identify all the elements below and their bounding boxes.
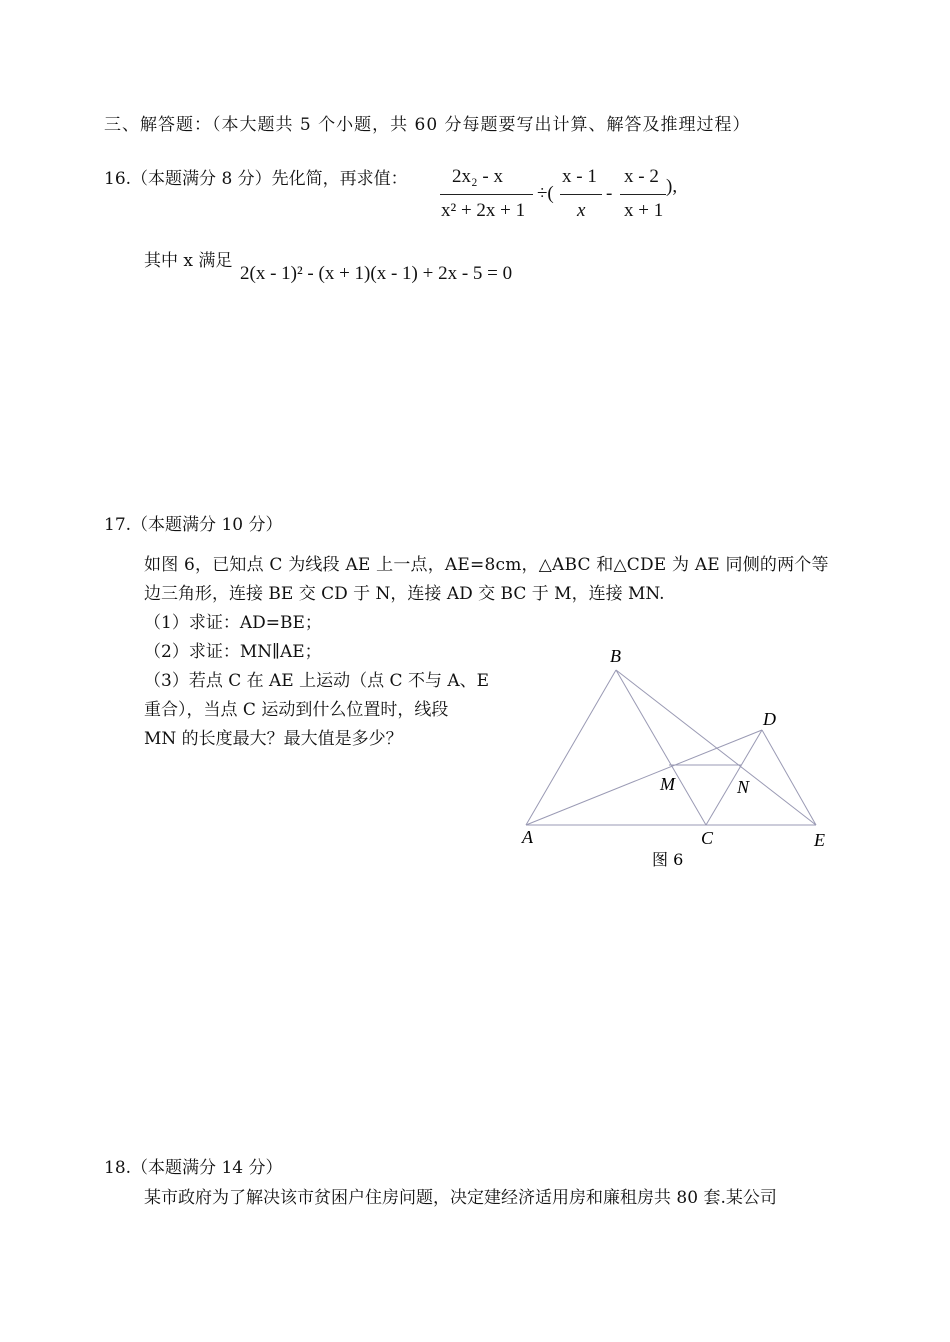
point-label-B: B bbox=[610, 646, 621, 666]
q17-line1: 如图 6，已知点 C 为线段 AE 上一点，AE=8cm，△ABC 和△CDE 为 AE 同侧的两个等 bbox=[144, 555, 829, 575]
q16-divide-sign: ÷( bbox=[537, 183, 554, 204]
q16-frac3-numerator: x - 2 bbox=[624, 166, 659, 187]
q16-frac2-denominator: x bbox=[577, 200, 586, 221]
section-heading: 三、解答题：（本大题共 5 个小题，共 60 分每题要写出计算、解答及推理过程） bbox=[104, 115, 751, 135]
point-label-N: N bbox=[737, 777, 750, 797]
q16-minus-sign: - bbox=[606, 183, 613, 204]
q16-condition-label: 其中 x 满足 bbox=[144, 251, 233, 271]
q17-line2: 边三角形，连接 BE 交 CD 于 N，连接 AD 交 BC 于 M，连接 MN. bbox=[144, 584, 665, 604]
q18-line1: 某市政府为了解决该市贫困户住房问题，决定建经济适用房和廉租房共 80 套.某公司 bbox=[144, 1188, 777, 1208]
point-label-M: M bbox=[660, 774, 675, 794]
q17-label: 17.（本题满分 10 分） bbox=[104, 515, 283, 535]
q16-frac1-bar bbox=[440, 194, 533, 195]
q17-part3-line2: 重合），当点 C 运动到什么位置时，线段 bbox=[144, 700, 449, 720]
figure-caption: 图 6 bbox=[652, 850, 684, 869]
q16-frac2-bar bbox=[560, 194, 602, 195]
segment-BC bbox=[616, 670, 706, 825]
q16-frac2-numerator: x - 1 bbox=[562, 166, 597, 187]
point-label-A: A bbox=[522, 827, 533, 847]
q16-frac1-denominator: x² + 2x + 1 bbox=[441, 200, 526, 221]
segment-DE bbox=[762, 730, 816, 825]
point-label-C: C bbox=[701, 828, 714, 848]
q17-figure-6 bbox=[510, 640, 850, 880]
point-label-D: D bbox=[763, 709, 776, 729]
q16-condition-equation: 2(x - 1)² - (x + 1)(x - 1) + 2x - 5 = 0 bbox=[240, 263, 513, 284]
q17-part3-line3: MN 的长度最大？最大值是多少？ bbox=[144, 729, 403, 749]
q16-label: 16.（本题满分 8 分）先化简，再求值： bbox=[104, 169, 408, 189]
segment-AD bbox=[526, 730, 762, 825]
q17-part3-line1: （3）若点 C 在 AE 上运动（点 C 不与 A、E bbox=[144, 671, 490, 691]
q16-frac1-numerator: 2x₂ - x bbox=[452, 166, 503, 187]
q16-frac3-bar bbox=[620, 194, 666, 195]
q17-part1: （1）求证：AD=BE； bbox=[144, 613, 322, 633]
point-label-E: E bbox=[814, 830, 825, 850]
segment-CD bbox=[706, 730, 762, 825]
q17-part2: （2）求证：MN∥AE； bbox=[144, 642, 322, 662]
q18-label: 18.（本题满分 14 分） bbox=[104, 1158, 283, 1178]
q16-frac3-denominator: x + 1 bbox=[624, 200, 664, 221]
segment-BE bbox=[616, 670, 816, 825]
segment-AB bbox=[526, 670, 616, 825]
q16-close-paren: ), bbox=[666, 176, 678, 197]
